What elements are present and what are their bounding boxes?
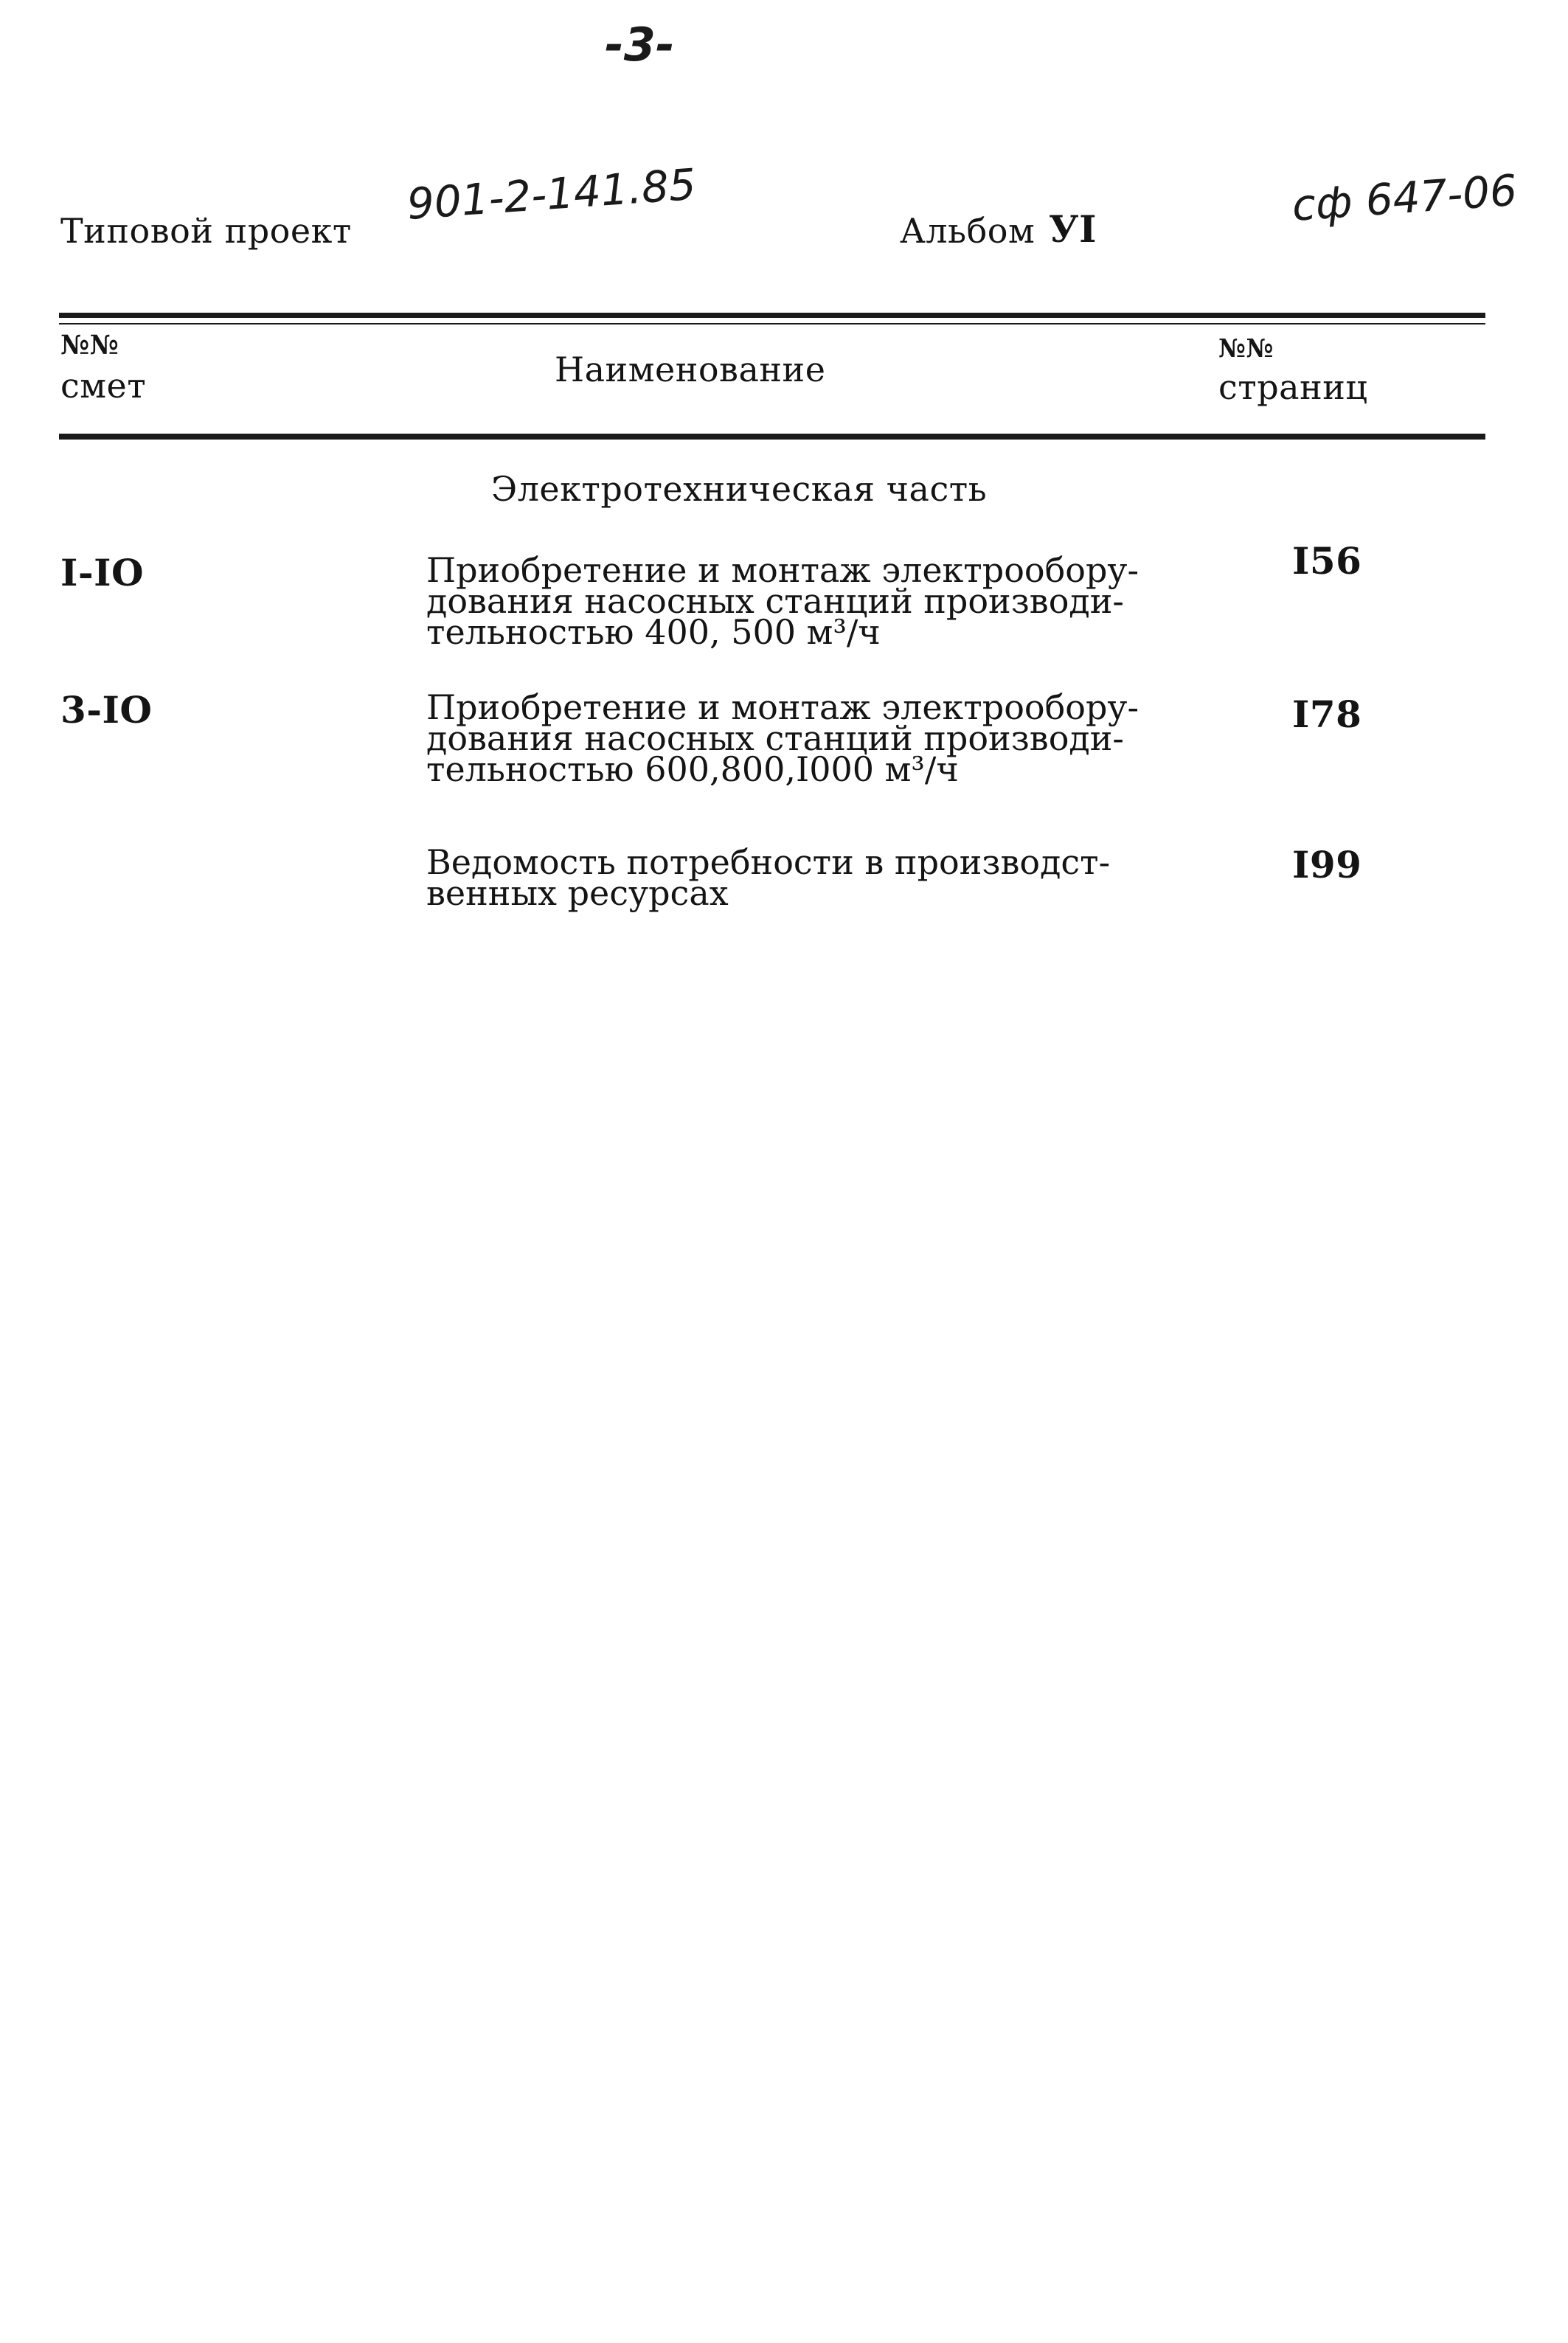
row-page: I99 <box>1292 843 1362 886</box>
project-label: Типовой проект <box>60 211 352 251</box>
row-name: Ведомость потребности в производст- венных ресурсах <box>426 842 1111 913</box>
page-number: -3- <box>605 18 675 72</box>
column-header-name: Наименование <box>555 350 826 389</box>
row-number: I-IO <box>60 551 145 594</box>
row-name: Приобретение и монтаж электрообору- дования насосных станций производи- тельностью 600,800,I000 м³/ч <box>426 687 1139 789</box>
table-top-rule <box>59 313 1485 318</box>
column-header-number: смет <box>60 366 147 406</box>
album-label: Альбом <box>900 211 1035 251</box>
row-name: Приобретение и монтаж электрообору- дования насосных станций производи- тельностью 400, 500 м³/ч <box>426 550 1139 652</box>
archive-number: сф 647-06 <box>1290 164 1519 231</box>
row-page: I78 <box>1292 693 1362 736</box>
project-number: 901-2-141.85 <box>405 159 698 229</box>
section-title: Электротехническая часть <box>491 469 988 509</box>
row-number: 3-IO <box>60 688 153 732</box>
column-number-symbol: №№ <box>60 330 119 361</box>
header-bottom-rule <box>59 434 1485 440</box>
column-header-pages: страниц <box>1218 367 1368 407</box>
column-pages-symbol: №№ <box>1218 334 1274 364</box>
table-top-rule-thin <box>59 323 1485 324</box>
album-number: УI <box>1049 207 1097 251</box>
row-page: I56 <box>1292 539 1362 583</box>
